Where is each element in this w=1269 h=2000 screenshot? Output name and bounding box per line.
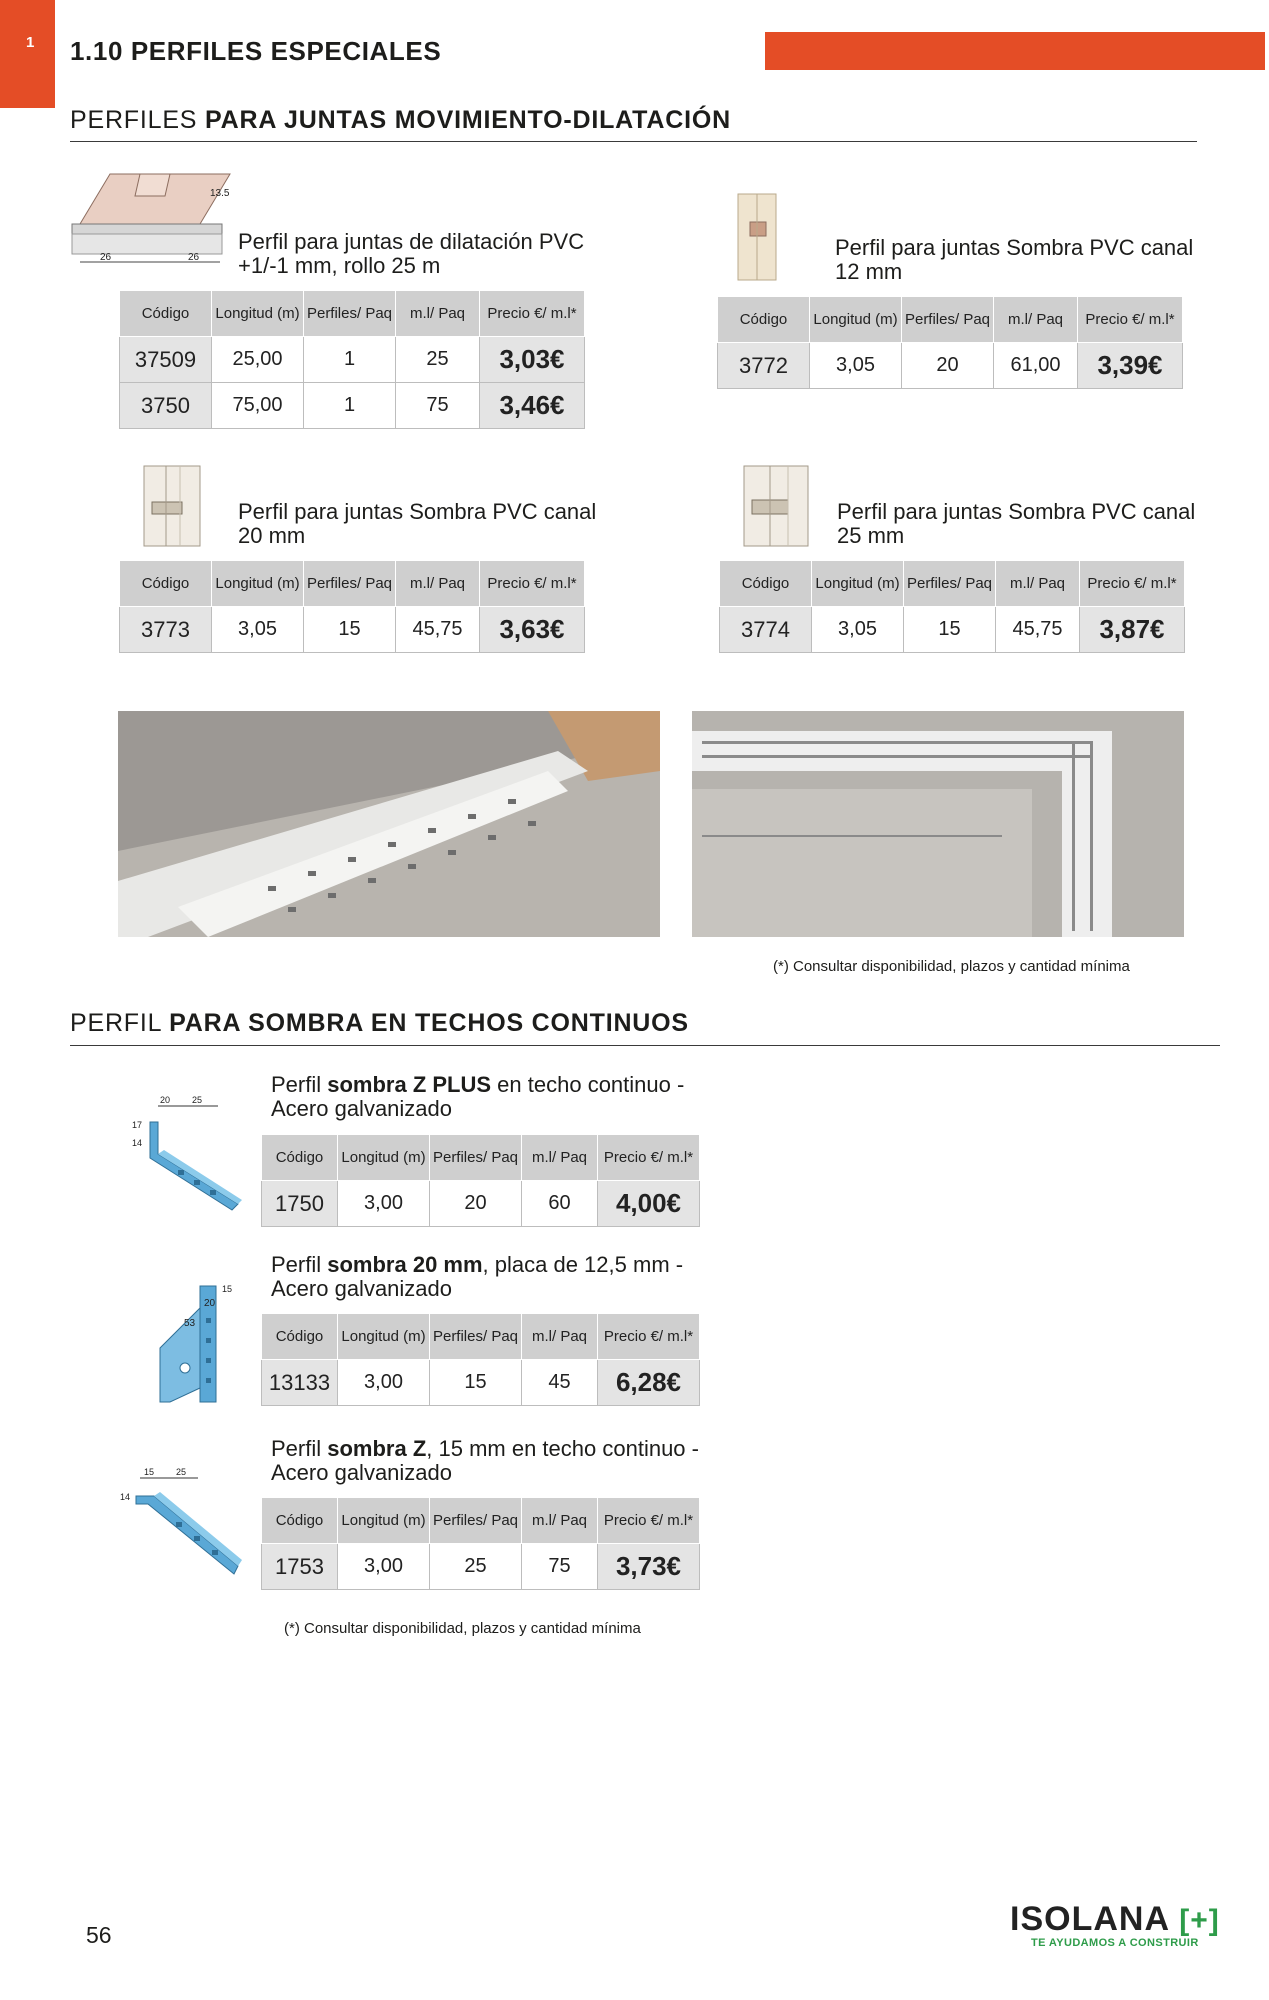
col-length: Longitud (m)	[338, 1498, 430, 1544]
col-code: Código	[720, 561, 812, 607]
dim-label: 15	[222, 1284, 233, 1294]
product-title	[271, 1073, 731, 1121]
cell-code: 3773	[120, 607, 212, 653]
table-row	[262, 1181, 700, 1227]
col-price: Precio €/ m.l*	[480, 561, 585, 607]
cell-per-pack: 20	[430, 1181, 522, 1227]
zplus-profile-illustration	[128, 1094, 244, 1214]
dim-label: 20	[160, 1095, 171, 1105]
cell-code: 1750	[262, 1181, 338, 1227]
cell-length: 25,00	[212, 337, 304, 383]
chapter-tab	[0, 0, 55, 108]
col-price: Precio €/ m.l*	[598, 1314, 700, 1360]
cell-length: 3,05	[810, 343, 902, 389]
cell-price: 4,00€	[598, 1181, 700, 1227]
cell-per-pack: 25	[430, 1544, 522, 1590]
dilatacion-profile-illustration	[70, 166, 232, 272]
dim-label: 53	[184, 1318, 196, 1329]
cell-ml: 45	[522, 1360, 598, 1406]
cell-per-pack: 15	[430, 1360, 522, 1406]
col-code: Código	[262, 1498, 338, 1544]
section-divider	[70, 141, 1197, 142]
col-per-pack: Perfiles/ Paq	[902, 297, 994, 343]
dim-label: 13.5	[210, 188, 230, 199]
product-table	[719, 560, 1185, 653]
cell-per-pack: 1	[304, 383, 396, 429]
cell-length: 75,00	[212, 383, 304, 429]
cell-code: 3750	[120, 383, 212, 429]
section-title-light: PERFIL	[70, 1009, 170, 1037]
cell-ml: 61,00	[994, 343, 1078, 389]
product-table	[119, 560, 585, 653]
col-length: Longitud (m)	[212, 561, 304, 607]
cell-per-pack: 20	[902, 343, 994, 389]
dim-label: 15	[144, 1467, 155, 1477]
cell-price: 6,28€	[598, 1360, 700, 1406]
product-title: Perfil para juntas de dilatación PVC +1/-1 mm, rollo 25 m	[238, 229, 585, 278]
col-ml-pack: m.l/ Paq	[396, 291, 480, 337]
col-code: Código	[120, 291, 212, 337]
cell-length: 3,00	[338, 1544, 430, 1590]
product-table	[717, 296, 1183, 389]
table-row	[120, 607, 585, 653]
title-part-bold: sombra 20 mm	[327, 1252, 483, 1277]
col-code: Código	[718, 297, 810, 343]
table-row	[262, 1544, 700, 1590]
page-number: 56	[86, 1922, 112, 1948]
section-title-bold: PARA SOMBRA EN TECHOS CONTINUOS	[169, 1009, 689, 1037]
cell-price: 3,73€	[598, 1544, 700, 1590]
cell-length: 3,05	[812, 607, 904, 653]
brand-logo	[1010, 1900, 1220, 1949]
brand-tagline: TE AYUDAMOS A CONSTRUIR	[1031, 1937, 1199, 1949]
product-table	[261, 1134, 700, 1227]
dim-label: 26	[188, 252, 200, 263]
installation-photo-corner	[692, 711, 1184, 937]
table-row	[120, 337, 585, 383]
section-title-light: PERFILES	[70, 106, 206, 134]
col-code: Código	[262, 1314, 338, 1360]
col-ml-pack: m.l/ Paq	[522, 1314, 598, 1360]
cell-ml: 60	[522, 1181, 598, 1227]
table-row	[720, 607, 1185, 653]
cell-price: 3,39€	[1078, 343, 1183, 389]
col-code: Código	[120, 561, 212, 607]
dim-label: 25	[176, 1467, 187, 1477]
section-title-sombra	[70, 1009, 689, 1038]
cell-length: 3,05	[212, 607, 304, 653]
col-per-pack: Perfiles/ Paq	[304, 561, 396, 607]
col-per-pack: Perfiles/ Paq	[304, 291, 396, 337]
page-title: 1.10 PERFILES ESPECIALES	[70, 36, 442, 66]
availability-note: (*) Consultar disponibilidad, plazos y cantidad mínima	[284, 1620, 641, 1637]
cell-price: 3,63€	[480, 607, 585, 653]
cell-price: 3,46€	[480, 383, 585, 429]
sombra-20-illustration	[132, 464, 204, 548]
sombra-12-illustration	[732, 192, 782, 282]
col-price: Precio €/ m.l*	[1080, 561, 1185, 607]
product-title: Perfil para juntas Sombra PVC canal 20 mm	[238, 499, 597, 548]
cell-ml: 75	[396, 383, 480, 429]
col-per-pack: Perfiles/ Paq	[904, 561, 996, 607]
col-ml-pack: m.l/ Paq	[396, 561, 480, 607]
product-table	[119, 290, 585, 429]
dim-label: 25	[192, 1095, 203, 1105]
title-part: Perfil	[271, 1072, 328, 1097]
dim-label: 14	[132, 1138, 143, 1148]
product-title	[271, 1253, 731, 1301]
cell-code: 1753	[262, 1544, 338, 1590]
title-part: Perfil	[271, 1252, 328, 1277]
sombra-25-illustration	[732, 464, 812, 548]
cell-length: 3,00	[338, 1181, 430, 1227]
section-title-juntas	[70, 106, 731, 135]
cell-per-pack: 1	[304, 337, 396, 383]
col-length: Longitud (m)	[338, 1135, 430, 1181]
col-length: Longitud (m)	[212, 291, 304, 337]
availability-note: (*) Consultar disponibilidad, plazos y cantidad mínima	[773, 958, 1130, 975]
col-length: Longitud (m)	[338, 1314, 430, 1360]
title-part: , placa de 12,5 mm - Acero galvanizado	[271, 1252, 684, 1301]
col-per-pack: Perfiles/ Paq	[430, 1135, 522, 1181]
title-part: en techo continuo - Acero galvanizado	[271, 1072, 685, 1121]
col-per-pack: Perfiles/ Paq	[430, 1498, 522, 1544]
dim-label: 14	[120, 1492, 131, 1502]
col-per-pack: Perfiles/ Paq	[430, 1314, 522, 1360]
cell-length: 3,00	[338, 1360, 430, 1406]
dim-label: 20	[204, 1298, 216, 1309]
title-accent-bar	[765, 32, 1265, 70]
dim-label: 26	[100, 252, 112, 263]
product-title: Perfil para juntas Sombra PVC canal 12 mm	[835, 235, 1194, 284]
cell-price: 3,87€	[1080, 607, 1185, 653]
chapter-number: 1	[26, 34, 35, 51]
col-price: Precio €/ m.l*	[480, 291, 585, 337]
cell-ml: 75	[522, 1544, 598, 1590]
table-row	[120, 383, 585, 429]
col-price: Precio €/ m.l*	[598, 1498, 700, 1544]
product-title: Perfil para juntas Sombra PVC canal 25 mm	[837, 499, 1196, 548]
title-part: , 15 mm en techo continuo - Acero galvanizado	[271, 1436, 699, 1485]
title-part-bold: sombra Z PLUS	[327, 1072, 492, 1097]
product-table	[261, 1313, 700, 1406]
dim-label: 17	[132, 1120, 143, 1130]
section-divider	[70, 1045, 1220, 1046]
col-ml-pack: m.l/ Paq	[522, 1498, 598, 1544]
table-row	[262, 1360, 700, 1406]
cell-code: 13133	[262, 1360, 338, 1406]
col-code: Código	[262, 1135, 338, 1181]
section-title-bold: PARA JUNTAS MOVIMIENTO-DILATACIÓN	[205, 106, 731, 134]
cell-per-pack: 15	[904, 607, 996, 653]
sombra-z-profile-illustration	[118, 1466, 246, 1584]
cell-ml: 45,75	[996, 607, 1080, 653]
col-ml-pack: m.l/ Paq	[994, 297, 1078, 343]
title-part-bold: sombra Z	[327, 1436, 427, 1461]
brand-name: ISOLANA	[1010, 1900, 1169, 1938]
cell-code: 37509	[120, 337, 212, 383]
product-table	[261, 1497, 700, 1590]
cell-per-pack: 15	[304, 607, 396, 653]
sombra-20mm-profile-illustration	[150, 1278, 240, 1408]
cell-ml: 25	[396, 337, 480, 383]
cell-price: 3,03€	[480, 337, 585, 383]
installation-photo-diagonal	[118, 711, 660, 937]
col-ml-pack: m.l/ Paq	[996, 561, 1080, 607]
cell-ml: 45,75	[396, 607, 480, 653]
col-price: Precio €/ m.l*	[598, 1135, 700, 1181]
product-title	[271, 1437, 731, 1485]
title-part: Perfil	[271, 1436, 328, 1461]
col-length: Longitud (m)	[810, 297, 902, 343]
cell-code: 3772	[718, 343, 810, 389]
brand-mark: [+]	[1179, 1904, 1220, 1937]
col-length: Longitud (m)	[812, 561, 904, 607]
col-price: Precio €/ m.l*	[1078, 297, 1183, 343]
table-row	[718, 343, 1183, 389]
cell-code: 3774	[720, 607, 812, 653]
col-ml-pack: m.l/ Paq	[522, 1135, 598, 1181]
